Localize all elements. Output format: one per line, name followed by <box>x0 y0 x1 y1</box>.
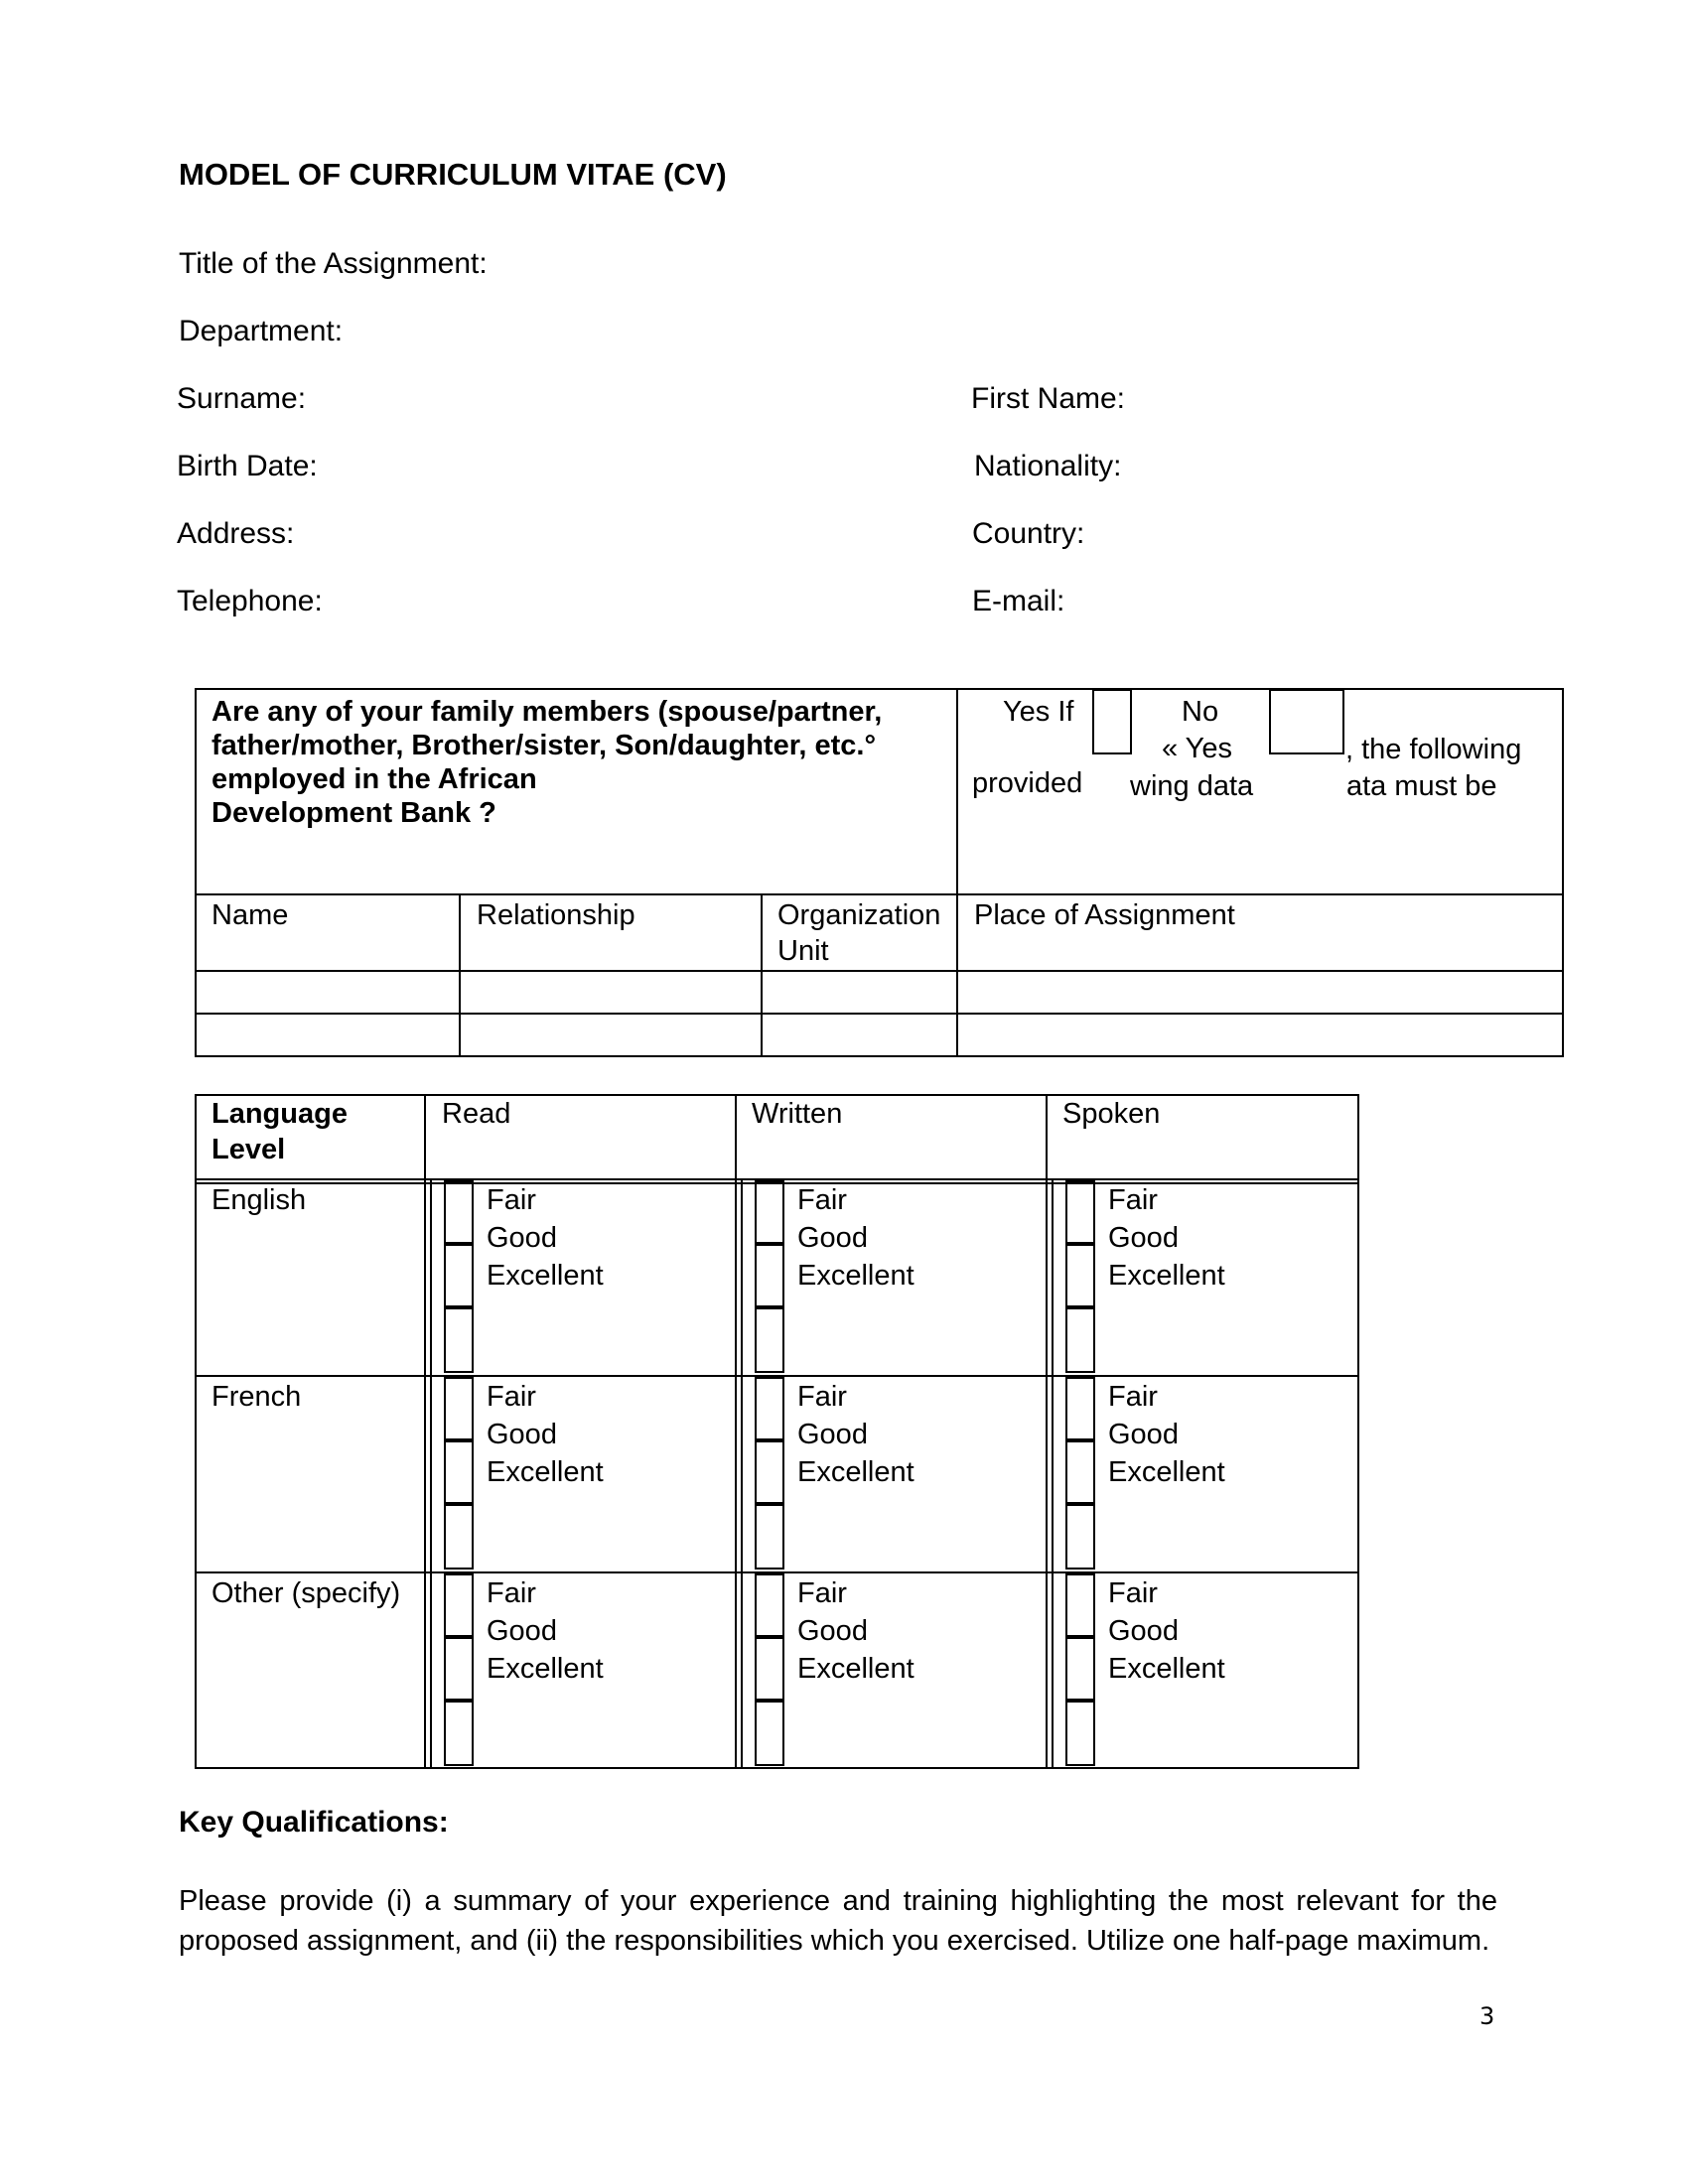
no-text: No <box>1182 696 1219 728</box>
english-spoken-good: Good <box>1108 1222 1179 1254</box>
english-read-fair: Fair <box>487 1184 536 1216</box>
family-question-line-1: Are any of your family members (spouse/partner, <box>211 696 883 728</box>
yes-if-text: Yes If <box>1003 696 1074 728</box>
other-read-fair: Fair <box>487 1577 536 1609</box>
first-name-label: First Name: <box>971 382 1126 415</box>
surname-label: Surname: <box>177 382 307 415</box>
english-spoken-good-checkbox[interactable] <box>1065 1244 1095 1307</box>
written-header: Written <box>752 1098 843 1130</box>
language-header: Language <box>211 1098 348 1130</box>
english-read-good: Good <box>487 1222 557 1254</box>
name-header: Name <box>211 899 289 931</box>
english-written-good-checkbox[interactable] <box>755 1244 784 1307</box>
place-of-assignment-header: Place of Assignment <box>974 899 1235 931</box>
ata-must-be-text: ata must be <box>1346 770 1497 802</box>
english-written-excellent: Excellent <box>797 1260 914 1292</box>
other-language-label: Other (specify) <box>211 1577 401 1609</box>
english-read-excellent: Excellent <box>487 1260 604 1292</box>
other-spoken-excellent: Excellent <box>1108 1653 1225 1685</box>
french-read-excellent-checkbox[interactable] <box>444 1504 474 1570</box>
french-read-fair: Fair <box>487 1381 536 1413</box>
french-written-fair: Fair <box>797 1381 847 1413</box>
english-spoken-fair: Fair <box>1108 1184 1158 1216</box>
provided-text: provided <box>972 767 1083 799</box>
birth-date-label: Birth Date: <box>177 450 318 482</box>
french-spoken-fair: Fair <box>1108 1381 1158 1413</box>
key-qualifications-heading: Key Qualifications: <box>179 1806 449 1839</box>
spoken-header: Spoken <box>1062 1098 1161 1130</box>
other-written-fair-checkbox[interactable] <box>755 1573 784 1637</box>
yes-checkbox[interactable] <box>1092 689 1132 754</box>
yes-quote-text: « Yes <box>1162 733 1232 764</box>
family-question-line-3: employed in the African <box>211 763 537 795</box>
other-read-fair-checkbox[interactable] <box>444 1573 474 1637</box>
english-written-good: Good <box>797 1222 868 1254</box>
other-spoken-fair: Fair <box>1108 1577 1158 1609</box>
family-row-1-name[interactable] <box>197 972 459 1013</box>
other-read-excellent: Excellent <box>487 1653 604 1685</box>
french-read-good: Good <box>487 1419 557 1450</box>
page-title: MODEL OF CURRICULUM VITAE (CV) <box>179 157 727 192</box>
department-label: Department: <box>179 315 344 347</box>
unit-header: Unit <box>777 935 829 967</box>
english-written-fair-checkbox[interactable] <box>755 1180 784 1244</box>
wing-data-text: wing data <box>1130 770 1254 802</box>
english-read-excellent-checkbox[interactable] <box>444 1307 474 1373</box>
french-spoken-good-checkbox[interactable] <box>1065 1440 1095 1504</box>
telephone-label: Telephone: <box>177 585 323 617</box>
country-label: Country: <box>972 517 1085 550</box>
other-spoken-fair-checkbox[interactable] <box>1065 1573 1095 1637</box>
french-read-good-checkbox[interactable] <box>444 1440 474 1504</box>
english-written-excellent-checkbox[interactable] <box>755 1307 784 1373</box>
english-spoken-fair-checkbox[interactable] <box>1065 1180 1095 1244</box>
english-read-good-checkbox[interactable] <box>444 1244 474 1307</box>
family-row-2-name[interactable] <box>197 1015 459 1055</box>
relationship-header: Relationship <box>477 899 635 931</box>
other-written-excellent-checkbox[interactable] <box>755 1701 784 1766</box>
no-checkbox[interactable] <box>1269 689 1344 754</box>
french-spoken-good: Good <box>1108 1419 1179 1450</box>
english-written-fair: Fair <box>797 1184 847 1216</box>
french-read-fair-checkbox[interactable] <box>444 1377 474 1440</box>
other-spoken-good: Good <box>1108 1615 1179 1647</box>
the-following-text: , the following <box>1345 734 1522 765</box>
french-spoken-excellent-checkbox[interactable] <box>1065 1504 1095 1570</box>
key-qualifications-text: Please provide (i) a summary of your experience and training highlighting the most relevant for the proposed assignment, and (ii) the responsibilities which you exercised. Utilize one half-page maximum. <box>179 1885 1497 1957</box>
other-written-excellent: Excellent <box>797 1653 914 1685</box>
french-label: French <box>211 1381 302 1413</box>
other-spoken-good-checkbox[interactable] <box>1065 1637 1095 1701</box>
french-written-excellent-checkbox[interactable] <box>755 1504 784 1570</box>
address-label: Address: <box>177 517 295 550</box>
page-number: 3 <box>1479 2002 1495 2030</box>
level-header: Level <box>211 1134 286 1165</box>
french-read-excellent: Excellent <box>487 1456 604 1488</box>
other-spoken-excellent-checkbox[interactable] <box>1065 1701 1095 1766</box>
english-read-fair-checkbox[interactable] <box>444 1180 474 1244</box>
french-spoken-excellent: Excellent <box>1108 1456 1225 1488</box>
read-header: Read <box>442 1098 511 1130</box>
family-question-line-4: Development Bank ? <box>211 797 496 829</box>
other-read-good-checkbox[interactable] <box>444 1637 474 1701</box>
french-written-good: Good <box>797 1419 868 1450</box>
french-written-fair-checkbox[interactable] <box>755 1377 784 1440</box>
other-written-good-checkbox[interactable] <box>755 1637 784 1701</box>
english-spoken-excellent: Excellent <box>1108 1260 1225 1292</box>
other-written-good: Good <box>797 1615 868 1647</box>
other-written-fair: Fair <box>797 1577 847 1609</box>
french-written-excellent: Excellent <box>797 1456 914 1488</box>
assignment-label: Title of the Assignment: <box>179 247 488 280</box>
english-spoken-excellent-checkbox[interactable] <box>1065 1307 1095 1373</box>
other-read-excellent-checkbox[interactable] <box>444 1701 474 1766</box>
french-written-good-checkbox[interactable] <box>755 1440 784 1504</box>
organization-header: Organization <box>777 899 941 931</box>
other-read-good: Good <box>487 1615 557 1647</box>
nationality-label: Nationality: <box>974 450 1122 482</box>
french-spoken-fair-checkbox[interactable] <box>1065 1377 1095 1440</box>
email-label: E-mail: <box>972 585 1065 617</box>
english-label: English <box>211 1184 307 1216</box>
family-question-line-2: father/mother, Brother/sister, Son/daughter, etc.° <box>211 730 877 761</box>
